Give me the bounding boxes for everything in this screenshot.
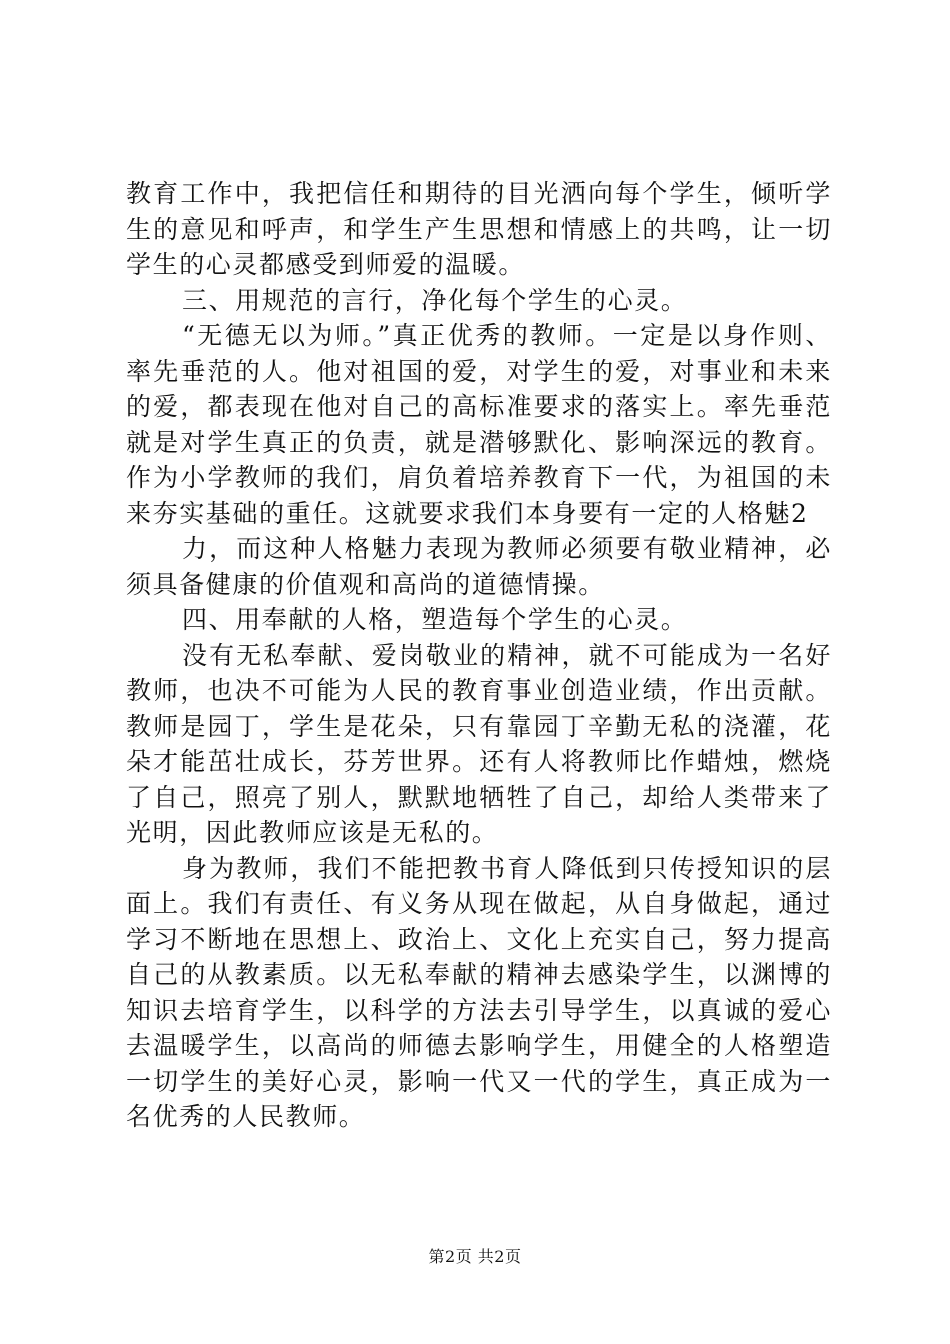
paragraph-dedication: 没有无私奉献、爱岗敬业的精神，就不可能成为一名好教师，也决不可能为人民的教育事业创造业绩，作出贡献。教师是园丁，学生是花朵，只有靠园丁辛勤无私的浇灌，花朵才能茁壮成长，芬芳世界。还有人将教师比作蜡烛，燃烧了自己，照亮了别人，默默地牺牲了自己，却给人类带来了光明，因此教师应该是无私的。	[126, 640, 832, 847]
section-heading-four: 四、用奉献的人格，塑造每个学生的心灵。	[182, 605, 688, 634]
paragraph-charisma: 力，而这种人格魅力表现为教师必须要有敬业精神，必须具备健康的价值观和高尚的道德情操。	[126, 534, 832, 599]
document-body	[126, 176, 832, 1135]
paragraph-continuation: 教育工作中，我把信任和期待的目光洒向每个学生，倾听学生的意见和呼声，和学生产生思想和情感上的共鸣，让一切学生的心灵都感受到师爱的温暖。	[126, 179, 832, 279]
paragraph-virtue: “无德无以为师。”真正优秀的教师。一定是以身作则、率先垂范的人。他对祖国的爱，对学生的爱，对事业和未来的爱，都表现在他对自己的高标准要求的落实上。率先垂范就是对学生真正的负责，就是潜够默化、影响深远的教育。作为小学教师的我们，肩负着培养教育下一代，为祖国的未来夯实基础的重任。这就要求我们本身要有一定的人格魅2	[126, 321, 832, 528]
section-heading-three: 三、用规范的言行，净化每个学生的心灵。	[182, 285, 688, 315]
page-footer: 第2页 共2页	[428, 1247, 522, 1266]
paragraph-responsibility: 身为教师，我们不能把教书育人降低到只传授知识的层面上。我们有责任、有义务从现在做起，从自身做起，通过学习不断地在思想上、政治上、文化上充实自己，努力提高自己的从教素质。以无私奉献的精神去感染学生，以渊博的知识去培育学生，以科学的方法去引导学生，以真诚的爱心去温暖学生，以高尚的师德去影响学生，用健全的人格塑造一切学生的美好心灵，影响一代又一代的学生，真正成为一名优秀的人民教师。	[126, 853, 832, 1131]
